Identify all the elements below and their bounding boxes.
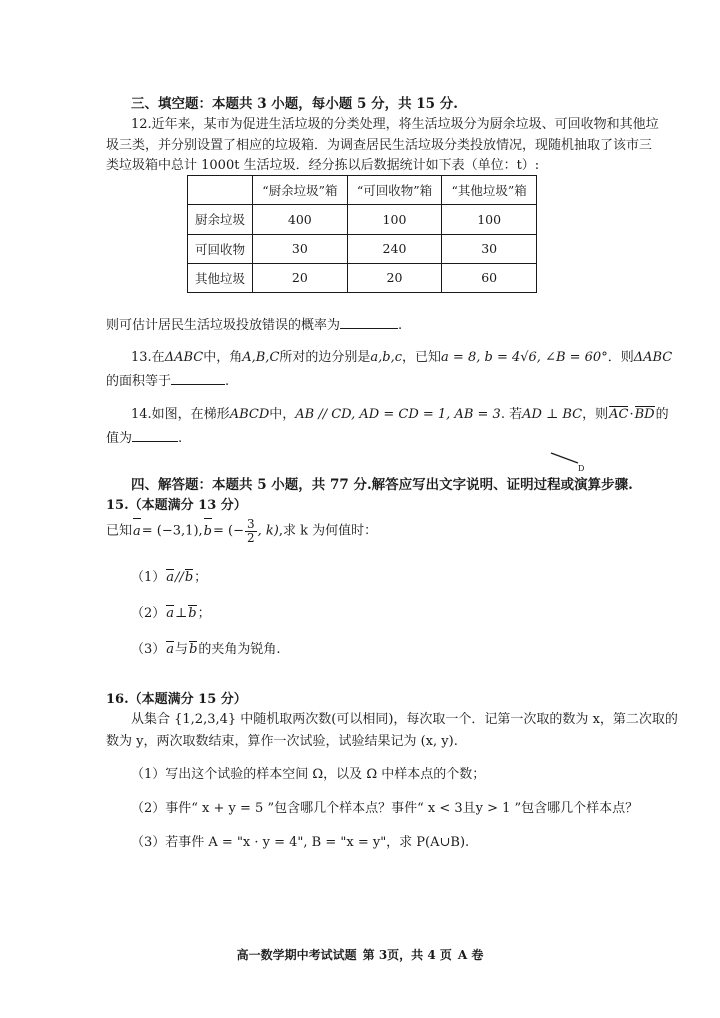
- q13-pre: 13.在: [131, 350, 165, 365]
- part-number: （2）: [131, 606, 166, 621]
- table-cell: 20: [347, 263, 442, 292]
- table-cell: 30: [253, 234, 348, 263]
- footer-title: 高一数学期中考试试题: [236, 948, 357, 962]
- table-cell: 100: [442, 205, 537, 234]
- vector-a: a: [166, 606, 175, 621]
- answer-blank: [171, 372, 225, 385]
- part-end: ；: [194, 570, 208, 585]
- q13-vars: A,B,C: [242, 350, 280, 365]
- q13-line-2: [106, 372, 229, 390]
- table-header-cell: “可回收物”箱: [347, 176, 442, 205]
- q14-pre: 14.如图，在梯形: [131, 407, 230, 422]
- q13-sides: a,b,c: [370, 350, 403, 365]
- vector-a: a: [166, 642, 175, 657]
- q16-part-1: （1）写出这个试验的样本空间 Ω，以及 Ω 中样本点的个数；: [131, 767, 486, 782]
- q15-a-val: = (−3,1),: [141, 523, 203, 539]
- section-3-heading: 三、填空题：本题共 3 小题，每小题 5 分，共 15 分.: [131, 96, 458, 112]
- part-number: （1）: [131, 570, 166, 585]
- q16-title: 16.（本题满分 15 分）: [106, 692, 247, 707]
- q14-line-2: [106, 429, 182, 447]
- table-cell: 30: [442, 234, 537, 263]
- figure-label: D: [578, 464, 585, 473]
- table-corner-cell: [188, 176, 253, 205]
- q16-part-3: （3）若事件 A = "x · y = 4", B = "x = y"，求 P(A∪B).: [131, 835, 470, 850]
- section-4-heading: 四、解答题：本题共 5 小题，共 77 分.解答应写出文字说明、证明过程或演算步骤.: [131, 477, 633, 493]
- waste-table: [187, 175, 537, 293]
- vector-b: b: [203, 519, 213, 545]
- q14-perp: AD ⊥ BC: [522, 407, 583, 422]
- table-header-cell: “厨余垃圾”箱: [253, 176, 348, 205]
- q14-mid: 中，: [269, 407, 296, 422]
- q15-title: 15.（本题满分 13 分）: [106, 498, 247, 513]
- q12-line-3: 类垃圾箱中总计 1000t 生活垃圾．经分拣以后数据统计如下表（单位：t）:: [106, 158, 540, 173]
- table-row: [188, 234, 537, 263]
- part-end: 的夹角为锐角.: [198, 642, 281, 657]
- q13-mid4: ．则: [607, 350, 634, 365]
- q12-end: .: [398, 318, 403, 333]
- q14-given: AB // CD, AD = CD = 1, AB = 3: [295, 407, 501, 422]
- q15-pre: 已知: [106, 523, 133, 539]
- page-footer: [0, 946, 720, 963]
- vector-b: b: [184, 570, 194, 585]
- vector-b: b: [189, 642, 198, 657]
- q13-mid3: ，已知: [402, 350, 442, 365]
- answer-blank: [132, 429, 178, 442]
- table-cell: 400: [253, 205, 348, 234]
- figure-segment: [551, 453, 578, 463]
- q14-dot: ·: [629, 407, 634, 422]
- fraction-denominator: 2: [246, 530, 255, 545]
- table-cell: 100: [347, 205, 442, 234]
- footer-page: 第 3页，共 4 页: [362, 948, 452, 962]
- table-cell: 60: [442, 263, 537, 292]
- q15-b-eq: = (−: [212, 523, 244, 539]
- part-number: （3）: [131, 642, 166, 657]
- q13-mid2: 所对的边分别是: [279, 350, 371, 365]
- q15-b-rest: , k): [257, 523, 279, 539]
- fraction-numerator: 3: [246, 517, 255, 531]
- q15-part-1: [131, 570, 207, 586]
- part-end: ；: [197, 606, 211, 621]
- q13-given: a = 8, b = 4√6, ∠B = 60°: [441, 350, 608, 365]
- q14-mid3: ，则: [582, 407, 609, 422]
- row-label: 厨余垃圾: [188, 205, 253, 234]
- q15-post: ,求 k 为何值时：: [278, 523, 378, 539]
- q16-line-2: 数为 y，两次取数结束，算作一次试验，试验结果记为 (x, y).: [106, 734, 458, 749]
- relation-perpendicular: ⊥: [175, 606, 188, 621]
- q12-line-2: 圾三类，并分别设置了相应的垃圾箱．为调查居民生活垃圾分类投放情况，现随机抽取了该市三: [106, 138, 653, 153]
- q12-ask-text: 则可估计居民生活垃圾投放错误的概率为: [106, 318, 341, 333]
- row-label: 可回收物: [188, 234, 253, 263]
- vector-a: a: [132, 519, 142, 545]
- q16-part-2: （2）事件“ x + y = 5 ”包含哪几个样本点？事件“ x < 3且y > 1 ”包含哪几个样本点？: [131, 801, 639, 816]
- q14-line-2-text: 值为: [106, 431, 133, 446]
- q12-line-1: 12.近年来，某市为促进生活垃圾的分类处理，将生活垃圾分为厨余垃圾、可回收物和其他垃: [131, 117, 659, 132]
- q14-mid4: 的: [655, 407, 669, 422]
- q14-shape: ABCD: [229, 407, 270, 422]
- vector-bd: BD: [634, 407, 655, 422]
- q13-line-1: [131, 350, 672, 366]
- answer-blank: [340, 316, 398, 329]
- table-row: [188, 205, 537, 234]
- q15-given: [106, 518, 377, 545]
- row-label: 其他垃圾: [188, 263, 253, 292]
- q14-mid2: . 若: [500, 407, 523, 422]
- vector-a: a: [166, 570, 175, 585]
- table-row: [188, 263, 537, 292]
- q16-line-1: 从集合 {1,2,3,4} 中随机取两次数(可以相同)，每次取一个．记第一次取的数为 x，第二次取的: [131, 712, 678, 727]
- table-cell: 20: [253, 263, 348, 292]
- footer-version: A 卷: [457, 948, 484, 962]
- relation-parallel: //: [175, 570, 184, 585]
- table-cell: 240: [347, 234, 442, 263]
- table-header-cell: “其他垃圾”箱: [442, 176, 537, 205]
- q14-end: .: [178, 431, 183, 446]
- table-header-row: [188, 176, 537, 205]
- q13-triangle: ΔABC: [164, 350, 204, 365]
- q15-part-2: [131, 606, 211, 622]
- q14-line-1: [131, 407, 669, 423]
- relation-with: 与: [175, 642, 189, 657]
- vector-b: b: [188, 606, 197, 621]
- q13-triangle-2: ΔABC: [633, 350, 673, 365]
- q15-part-3: [131, 642, 281, 658]
- fraction-three-halves: [245, 518, 257, 544]
- vector-ac: AC: [609, 407, 629, 422]
- q13-line-2-text: 的面积等于: [106, 374, 172, 389]
- q12-ask: [106, 316, 402, 334]
- q13-end: .: [225, 374, 230, 389]
- q13-mid: 中，角: [203, 350, 243, 365]
